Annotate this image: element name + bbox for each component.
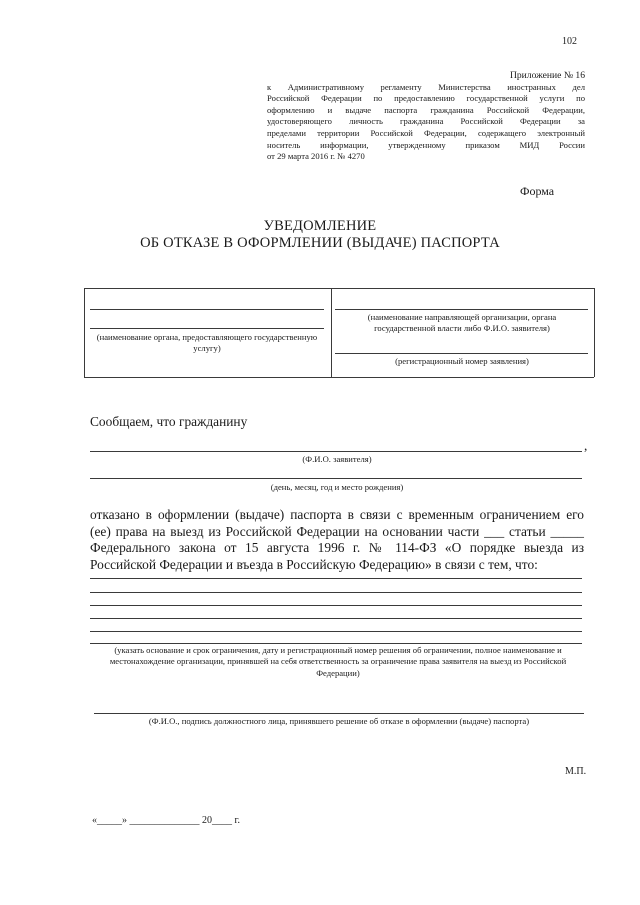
birth-caption: (день, месяц, год и место рождения) (270, 482, 404, 492)
appendix-line: оформлению и выдаче паспорта гражданина Российской Федерации, (267, 104, 585, 115)
appendix-line: Российской Федерации по предоставлению государственной услуги по (267, 93, 585, 104)
box-bottom-border (84, 377, 594, 378)
authority-field-line[interactable] (90, 328, 324, 329)
fio-comma: , (584, 438, 588, 453)
reason-field-line[interactable] (90, 592, 582, 593)
date-line[interactable]: «_____» ______________ 20____ г. (92, 815, 240, 826)
paragraph-line: отказано в оформлении (выдаче) паспорта в связи с временным ограничением его (90, 507, 584, 522)
authority-field-line[interactable] (90, 309, 324, 310)
reason-field-line[interactable] (90, 631, 582, 632)
reason-field-line[interactable] (90, 618, 582, 619)
appendix-block (267, 70, 585, 163)
signature-field-line[interactable] (94, 713, 584, 714)
registration-caption: (регистрационный номер заявления) (395, 356, 529, 366)
appendix-title: Приложение № 16 (509, 70, 585, 81)
appendix-order-date: от 29 марта 2016 г. № 4270 (267, 151, 365, 162)
reason-caption: (указать основание и срок ограничения, дату и регистрационный номер решения об ограничении, полное наименование и местонахождение организации, принявшей на себя ответственность за ограничение права заявителя на выезд из Российской Федерации) (109, 645, 567, 678)
intro-text: Сообщаем, что гражданину (90, 414, 248, 429)
document-title: УВЕДОМЛЕНИЕ (263, 218, 377, 234)
reason-field-line[interactable] (90, 643, 582, 644)
signature-caption: (Ф.И.О., подпись должностного лица, принявшего решение об отказе в оформлении (выдаче) паспорта) (148, 716, 530, 726)
fio-field-line[interactable] (90, 451, 582, 452)
box-right-border (594, 288, 595, 377)
reason-field-line[interactable] (90, 605, 582, 606)
stamp-label: М.П. (565, 766, 587, 777)
refusal-paragraph (90, 507, 584, 573)
birth-field-line[interactable] (90, 478, 582, 479)
box-top-border (84, 288, 594, 289)
fio-caption: (Ф.И.О. заявителя) (302, 454, 372, 464)
appendix-line: удостоверяющего личность гражданина Российской Федерации за (267, 116, 585, 127)
recipient-caption: (наименование направляющей организации, органа государственной власти либо Ф.И.О. заявителя) (367, 312, 557, 333)
form-label: Форма (520, 184, 555, 198)
reason-field-line[interactable] (90, 578, 582, 579)
paragraph-line: Российской Федерации и въезда в Российскую Федерацию» в связи с тем, что: (90, 556, 538, 572)
document-subtitle: ОБ ОТКАЗЕ В ОФОРМЛЕНИИ (ВЫДАЧЕ) ПАСПОРТА (140, 235, 500, 251)
authority-caption: (наименование органа, предоставляющего государственную услугу) (96, 332, 318, 353)
paragraph-line: Федерального закона от 15 августа 1996 г. № 114-ФЗ «О порядке выезда из (90, 540, 584, 556)
page-number: 102 (562, 36, 577, 47)
appendix-line: носитель информации, утвержденному приказом МИД России (267, 139, 585, 150)
paragraph-line: (ее) права на выезд из Российской Федерации на основании части ___ статьи _____ (90, 523, 584, 539)
box-left-border (84, 288, 85, 377)
registration-field-line[interactable] (335, 353, 588, 354)
appendix-line: к Административному регламенту Министерства иностранных дел (267, 81, 585, 92)
box-divider (331, 288, 332, 377)
recipient-field-line[interactable] (335, 309, 588, 310)
appendix-line: пределами территории Российской Федерации, содержащего электронный (267, 127, 585, 138)
